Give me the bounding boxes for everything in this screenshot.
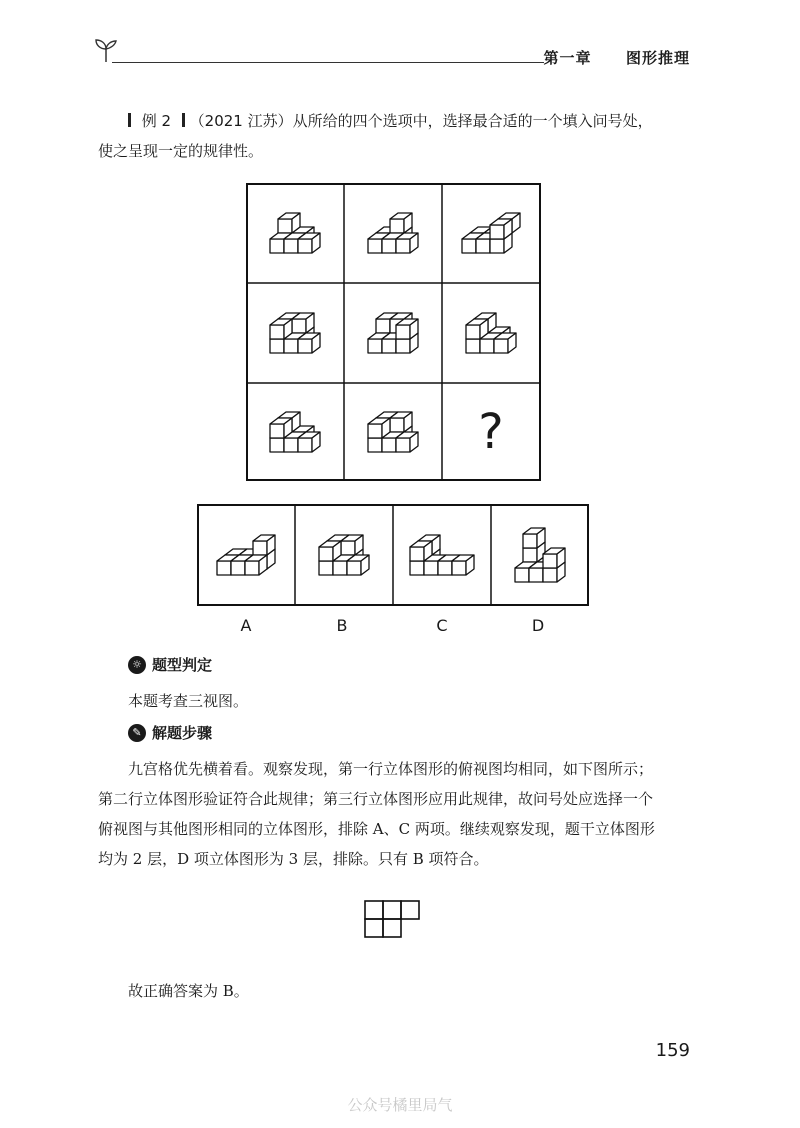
cube-face [466,325,480,339]
cube-face [529,568,543,582]
cube-stack-drawing [366,311,420,355]
question-mark: ? [478,404,504,460]
option-figure-b[interactable] [295,504,393,606]
figure-r2-c2 [344,283,442,383]
cube-face [543,554,557,568]
watermark: 公众号橘里局气 [347,1096,453,1114]
cube-stack-drawing [366,211,420,255]
option-label-b[interactable]: B [336,616,348,635]
section-question-type [128,654,212,675]
option-label-d[interactable]: D [531,616,545,635]
cube-face [231,561,245,575]
pen-nib-icon: ✎ [128,724,146,742]
cube-face [396,438,410,452]
cube-face [284,438,298,452]
question-text [98,106,688,166]
sprout-icon [94,36,118,64]
section-solution-steps [128,722,212,743]
cube-face [490,225,504,239]
cube-face [410,561,424,575]
cube-stack-drawing [268,211,322,255]
cube-face [270,424,284,438]
option-label-c[interactable]: C [436,616,448,635]
answer-text: 故正确答案为 B。 [128,982,249,1000]
solution-line-2: 第二行立体图形验证符合此规律；第三行立体图形应用此规律，故问号处应选择一个 [98,790,654,808]
section-title-type: 题型判定 [152,656,213,674]
chapter-label: 第一章 [543,49,592,67]
figure-r1-c2 [344,183,442,283]
cube-stack-drawing [268,410,322,454]
sun-icon: ☼ [128,656,146,674]
cube-face [382,438,396,452]
cube-face [480,339,494,353]
figure-r1-c1 [246,183,344,283]
option-figure-c[interactable] [393,504,491,606]
cube-face [347,561,361,575]
cube-face [253,541,267,555]
figure-r1-c3 [442,183,540,283]
question-mark-cell [442,383,540,481]
example-label: 例 2 [141,112,172,130]
cube-face [390,418,404,432]
cube-face [270,325,284,339]
cube-face [217,561,231,575]
cube-face [319,547,333,561]
cube-face [490,239,504,253]
cube-stack-drawing [268,311,322,355]
question-line-1: 从所给的四个选项中，选择最合适的一个填入问号处， [292,112,653,130]
option-label-a[interactable]: A [240,616,252,635]
cube-face [543,568,557,582]
cube-face [298,438,312,452]
cube-face [476,239,490,253]
cube-stack-drawing [366,410,420,454]
cube-face [298,339,312,353]
cube-face [396,339,410,353]
running-header [544,47,691,68]
label-bar-right [182,113,185,127]
cube-face [515,568,529,582]
cube-face [298,239,312,253]
cube-face [368,239,382,253]
cube-face [341,541,355,555]
label-bar-left [128,113,131,127]
figure-r3-c2 [344,383,442,481]
cube-face [462,239,476,253]
cube-face [319,561,333,575]
cube-face [390,219,404,233]
cube-face [245,561,259,575]
solution-line-4: 均为 2 层，D 项立体图形为 3 层，排除。只有 B 项符合。 [98,850,489,868]
cube-face [292,319,306,333]
cube-face [278,219,292,233]
header-rule [112,62,544,63]
cube-face [396,239,410,253]
section-title-steps: 解题步骤 [152,724,213,742]
cube-face [368,438,382,452]
page-number: 159 [655,1040,690,1061]
cube-face [284,339,298,353]
cube-stack-drawing [215,533,277,577]
cube-face [270,239,284,253]
puzzle-grid [246,183,541,481]
solution-text [98,754,698,874]
cube-face [523,534,537,548]
solution-line-1: 九宫格优先横着看。观察发现，第一行立体图形的俯视图均相同，如下图所示； [128,760,654,778]
cube-face [270,438,284,452]
cube-face [270,339,284,353]
options-panel [197,504,589,606]
figure-r2-c3 [442,283,540,383]
cube-face [424,561,438,575]
question-line-2: 使之呈现一定的规律性。 [98,142,264,160]
example-source: （2021 江苏） [189,112,293,130]
cube-face [376,319,390,333]
cube-stack-drawing [460,211,522,255]
figure-r3-c1 [246,383,344,481]
cube-face [368,424,382,438]
cube-face [382,339,396,353]
option-figure-a[interactable] [197,504,295,606]
cube-face [284,239,298,253]
chapter-title: 图形推理 [625,49,690,67]
cube-stack-drawing [464,311,518,355]
top-view-diagram [364,900,422,940]
solution-line-3: 俯视图与其他图形相同的立体图形，排除 A、C 两项。继续观察发现，题干立体图形 [98,820,655,838]
cube-face [333,561,347,575]
section-type-text: 本题考查三视图。 [128,692,249,710]
cube-stack-drawing [513,526,567,584]
cube-face [396,325,410,339]
cube-face [410,547,424,561]
figure-r2-c1 [246,283,344,383]
option-figure-d[interactable] [491,504,589,606]
cube-face [368,339,382,353]
cube-face [438,561,452,575]
cube-face [382,239,396,253]
cube-face [494,339,508,353]
cube-face [523,548,537,562]
cube-face [452,561,466,575]
cube-face [466,339,480,353]
cube-stack-drawing [317,533,371,577]
cube-stack-drawing [408,533,476,577]
